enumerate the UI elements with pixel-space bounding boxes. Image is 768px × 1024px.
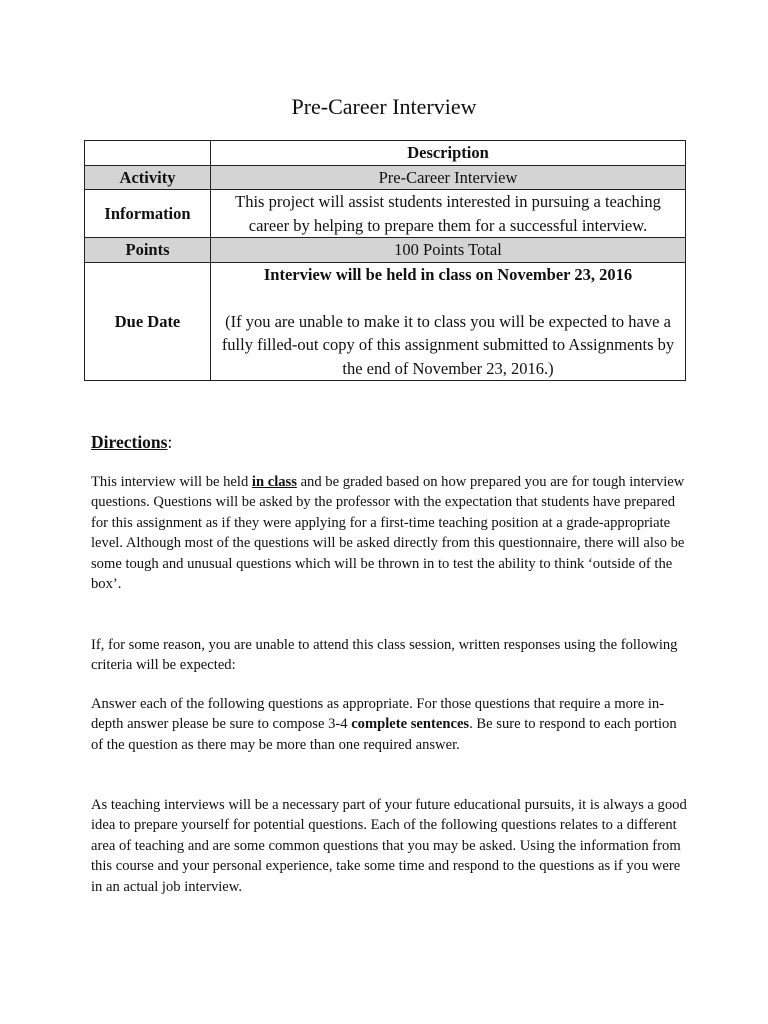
points-value: 100 Points Total (211, 238, 686, 263)
directions-heading-colon: : (167, 432, 173, 452)
p1-text-before: This interview will be held (91, 474, 252, 490)
directions-heading (91, 430, 172, 454)
directions-paragraph-2: If, for some reason, you are unable to attend this class session, written responses using the following criteria will be expected: (91, 637, 678, 674)
due-date-row (85, 262, 686, 381)
page-title: Pre-Career Interview (291, 94, 477, 119)
information-value: This project will assist students interested in pursuing a teaching career by helping to prepare them for a successful interview. (211, 190, 686, 238)
p3-text-before: Answer each of the following questions as appropriate. For those questions that require a more in-depth answer please be sure to compose 3-4 (91, 696, 665, 733)
empty-header-cell (85, 141, 211, 166)
due-date-headline: Interview will be held in class on November 23, 2016 (263, 264, 633, 284)
due-date-value (211, 262, 686, 381)
p1-text-after: and be graded based on how prepared you are for tough interview questions. Questions will be asked by the professor with the expectation that students have prepared for this assignment as if they were applying for a first-time teaching position at a grade-appropriate level. Although most of the questions will be asked directly from this questionnaire, there will also be some tough and unusual questions which will be thrown in to test the ability to think ‘outside of the box’. (91, 474, 685, 593)
due-date-label: Due Date (85, 262, 211, 381)
due-date-spacer (217, 286, 679, 310)
information-row (85, 190, 686, 238)
p3-emphasis: complete sentences (351, 716, 470, 733)
points-label: Points (85, 238, 211, 263)
p1-emphasis: in class (251, 474, 297, 490)
information-label: Information (85, 190, 211, 238)
due-date-note: (If you are unable to make it to class you will be expected to have a fully filled-out copy of this assignment submitted to Assignments by the end of November 23, 2016.) (221, 311, 675, 378)
directions-paragraph-1 (91, 472, 687, 594)
assignment-info-table (84, 140, 686, 381)
description-header: Description (211, 141, 686, 166)
directions-paragraph-3 (91, 694, 687, 755)
table-header-row (85, 141, 686, 166)
p3-text-after: . Be sure to respond to each portion of the question as there may be more than one required answer. (91, 716, 677, 753)
activity-row (85, 165, 686, 190)
activity-value: Pre-Career Interview (211, 165, 686, 190)
activity-label: Activity (85, 165, 211, 190)
directions-paragraph-4: As teaching interviews will be a necessary part of your future educational pursuits, it is always a good idea to prepare yourself for potential questions. Each of the following questions relates to a different area of teaching and are some common questions that you may be asked. Using the information from this course and your personal experience, take some time and respond to the questions as if you were in an actual job interview. (91, 797, 687, 895)
directions-heading-text: Directions (91, 432, 168, 452)
points-row (85, 238, 686, 263)
